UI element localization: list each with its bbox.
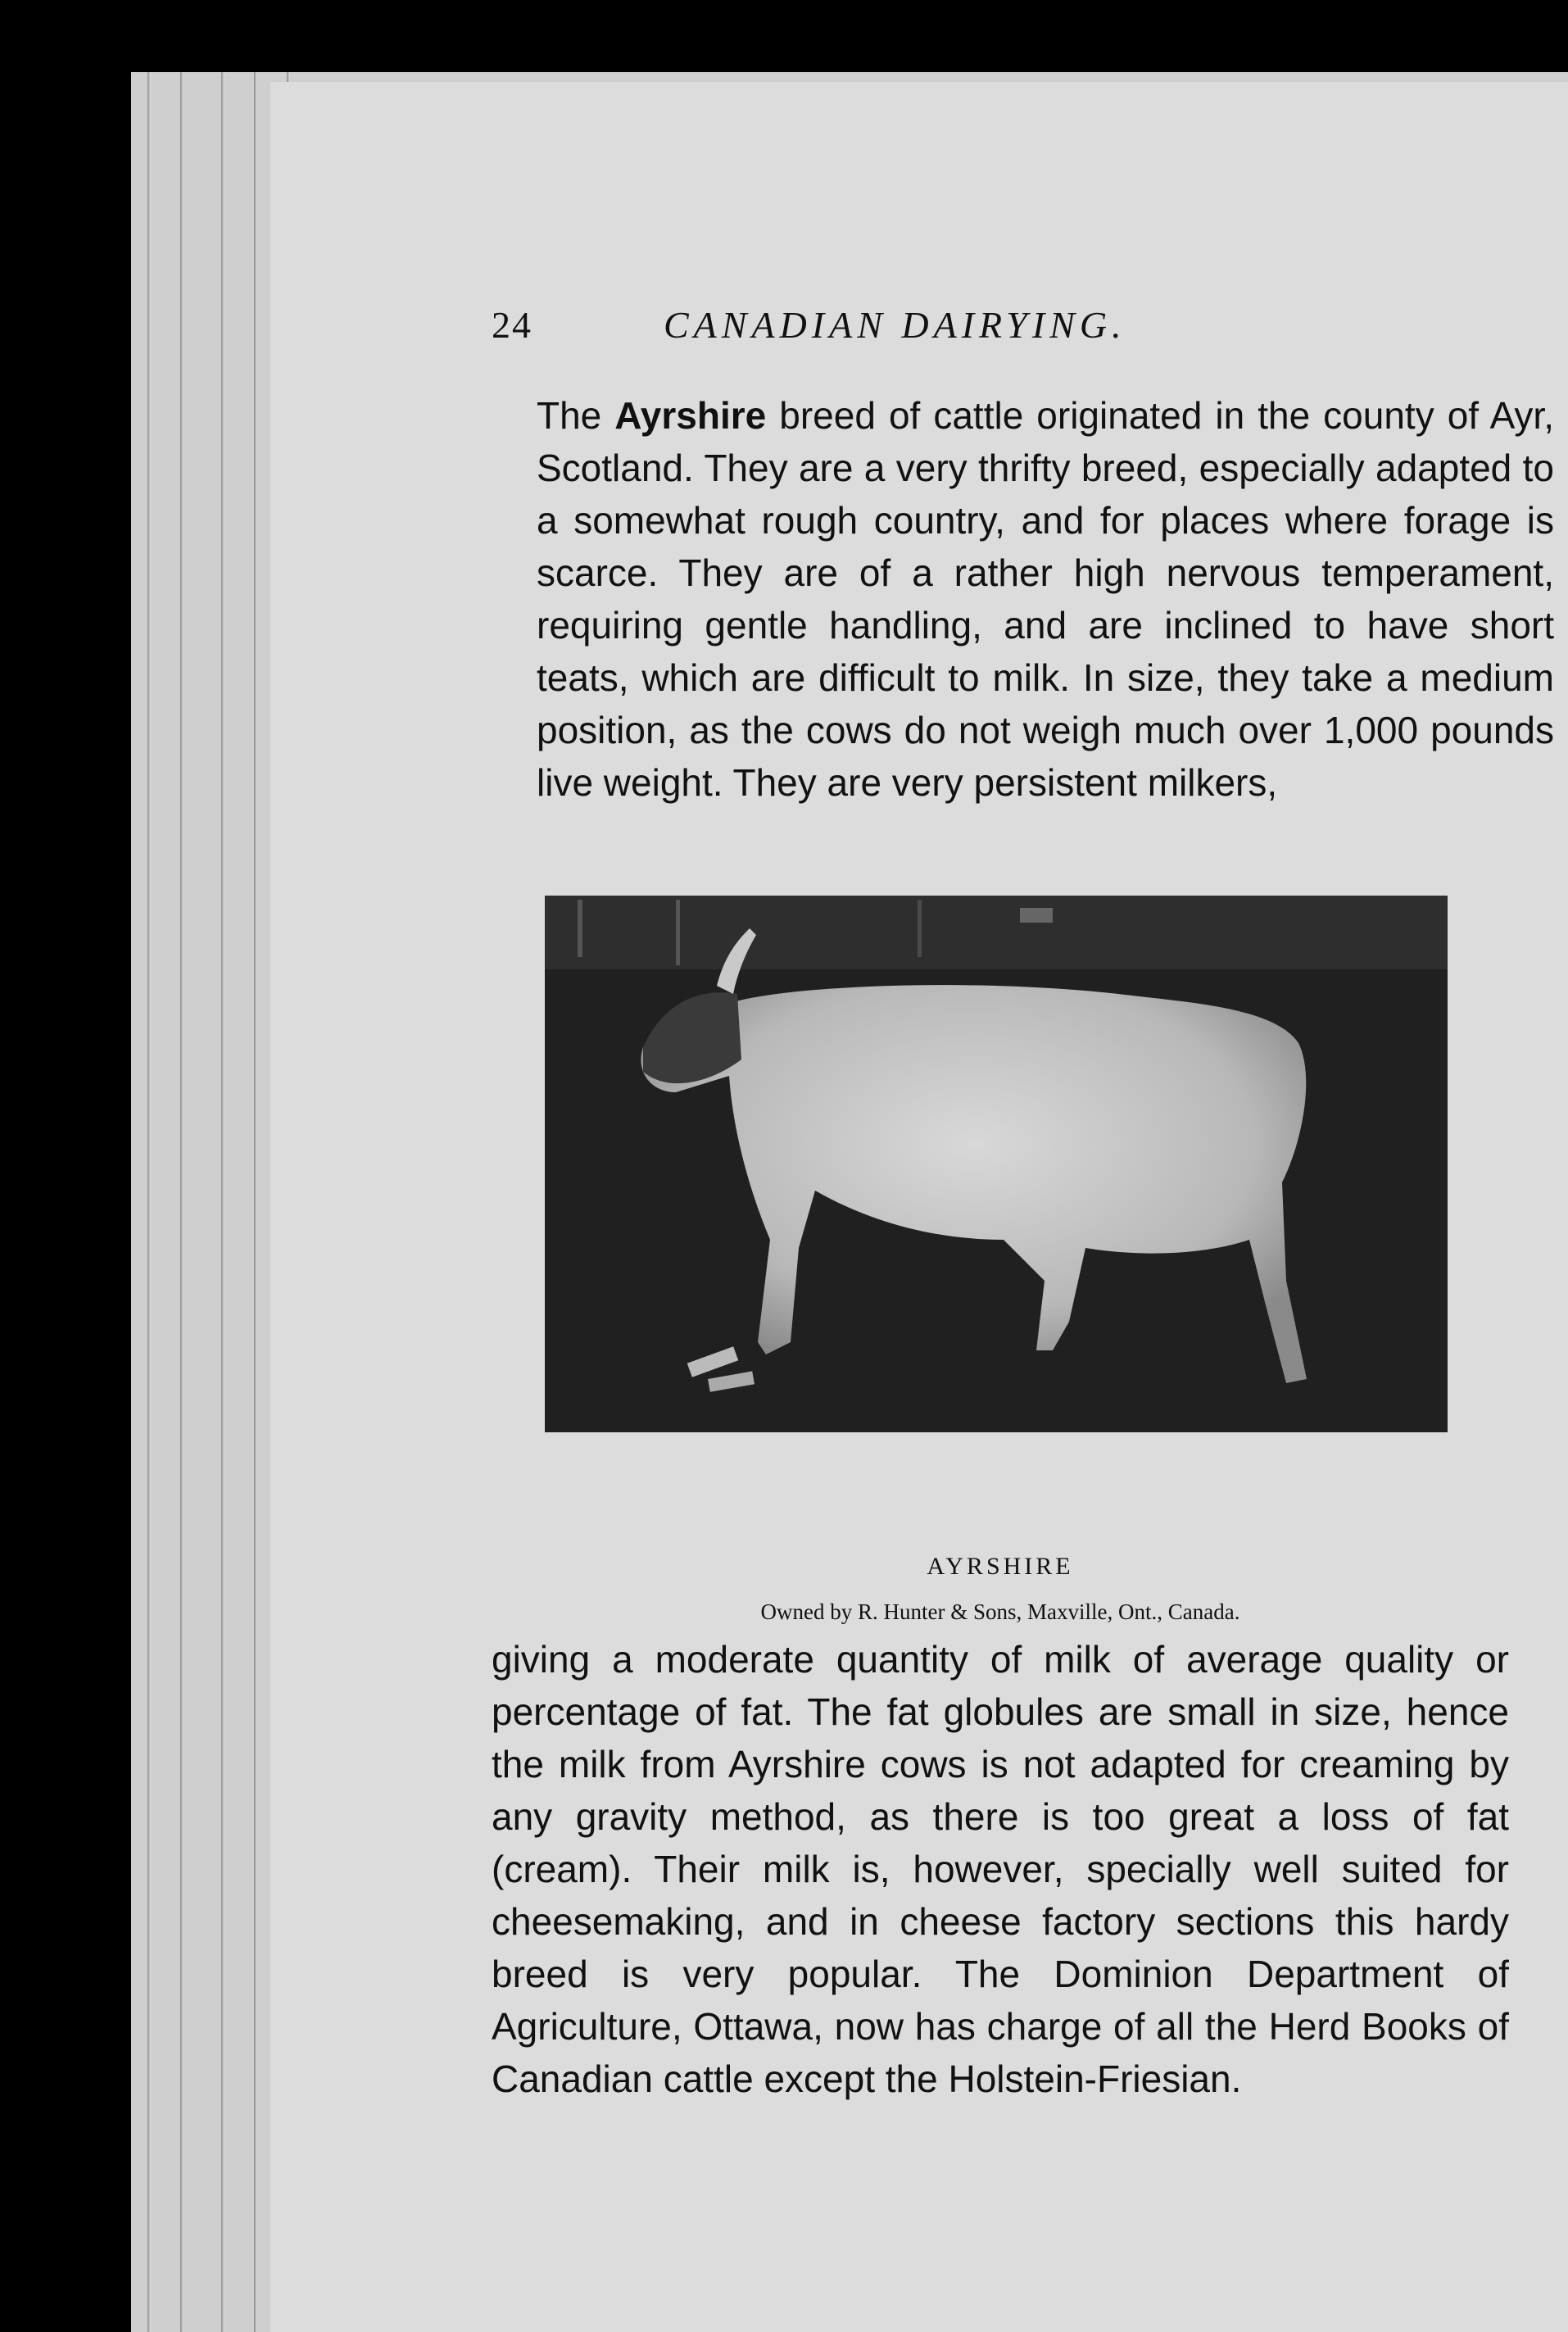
paragraph-1-lead: The — [537, 394, 615, 437]
figure-caption-title: AYRSHIRE — [927, 1553, 1074, 1580]
page-edge — [147, 72, 151, 2332]
ayrshire-photo — [545, 896, 1448, 1432]
running-title: CANADIAN DAIRYING. — [664, 304, 1126, 346]
cow-illustration — [545, 896, 1448, 1432]
page-number: 24 — [492, 304, 532, 346]
ayrshire-term: Ayrshire — [614, 394, 767, 437]
page-edge — [180, 72, 184, 2332]
paragraph-2: giving a moderate quantity of milk of average quality or percentage of fat. The fat globules are small in size, hence the milk from Ayrshire cows is not adapted for creaming by any gravity method, as there is too great a loss of fat (cream). Their milk is, however, specially well suited for cheesemaking, and in cheese factory sections this hardy breed is very popular. The Dominion Department of Agriculture, Ottawa, now has charge of all the Herd Books of Canadian cattle except the Holstein-Friesian. — [492, 1638, 1509, 2100]
figure-caption-credit: Owned by R. Hunter & Sons, Maxville, Ont., Canada. — [760, 1599, 1240, 1624]
page-edge — [254, 72, 257, 2332]
paragraph-1 — [492, 389, 1554, 971]
book-page — [270, 82, 1568, 2332]
page-edge — [221, 72, 224, 2332]
paragraph-1-body: breed of cattle originated in the county of Ayr, Scotland. They are a very thrifty breed, especially adapted to a somewhat rough country, and for places where forage is scarce. They are of a rather high nervous temperament, requiring gentle handling, and are inclined to have short teats, which are difficult to milk. In size, they take a medium position, as the cows do not weigh much over 1,000 pounds live weight. They are very persistent milkers, — [537, 394, 1554, 804]
